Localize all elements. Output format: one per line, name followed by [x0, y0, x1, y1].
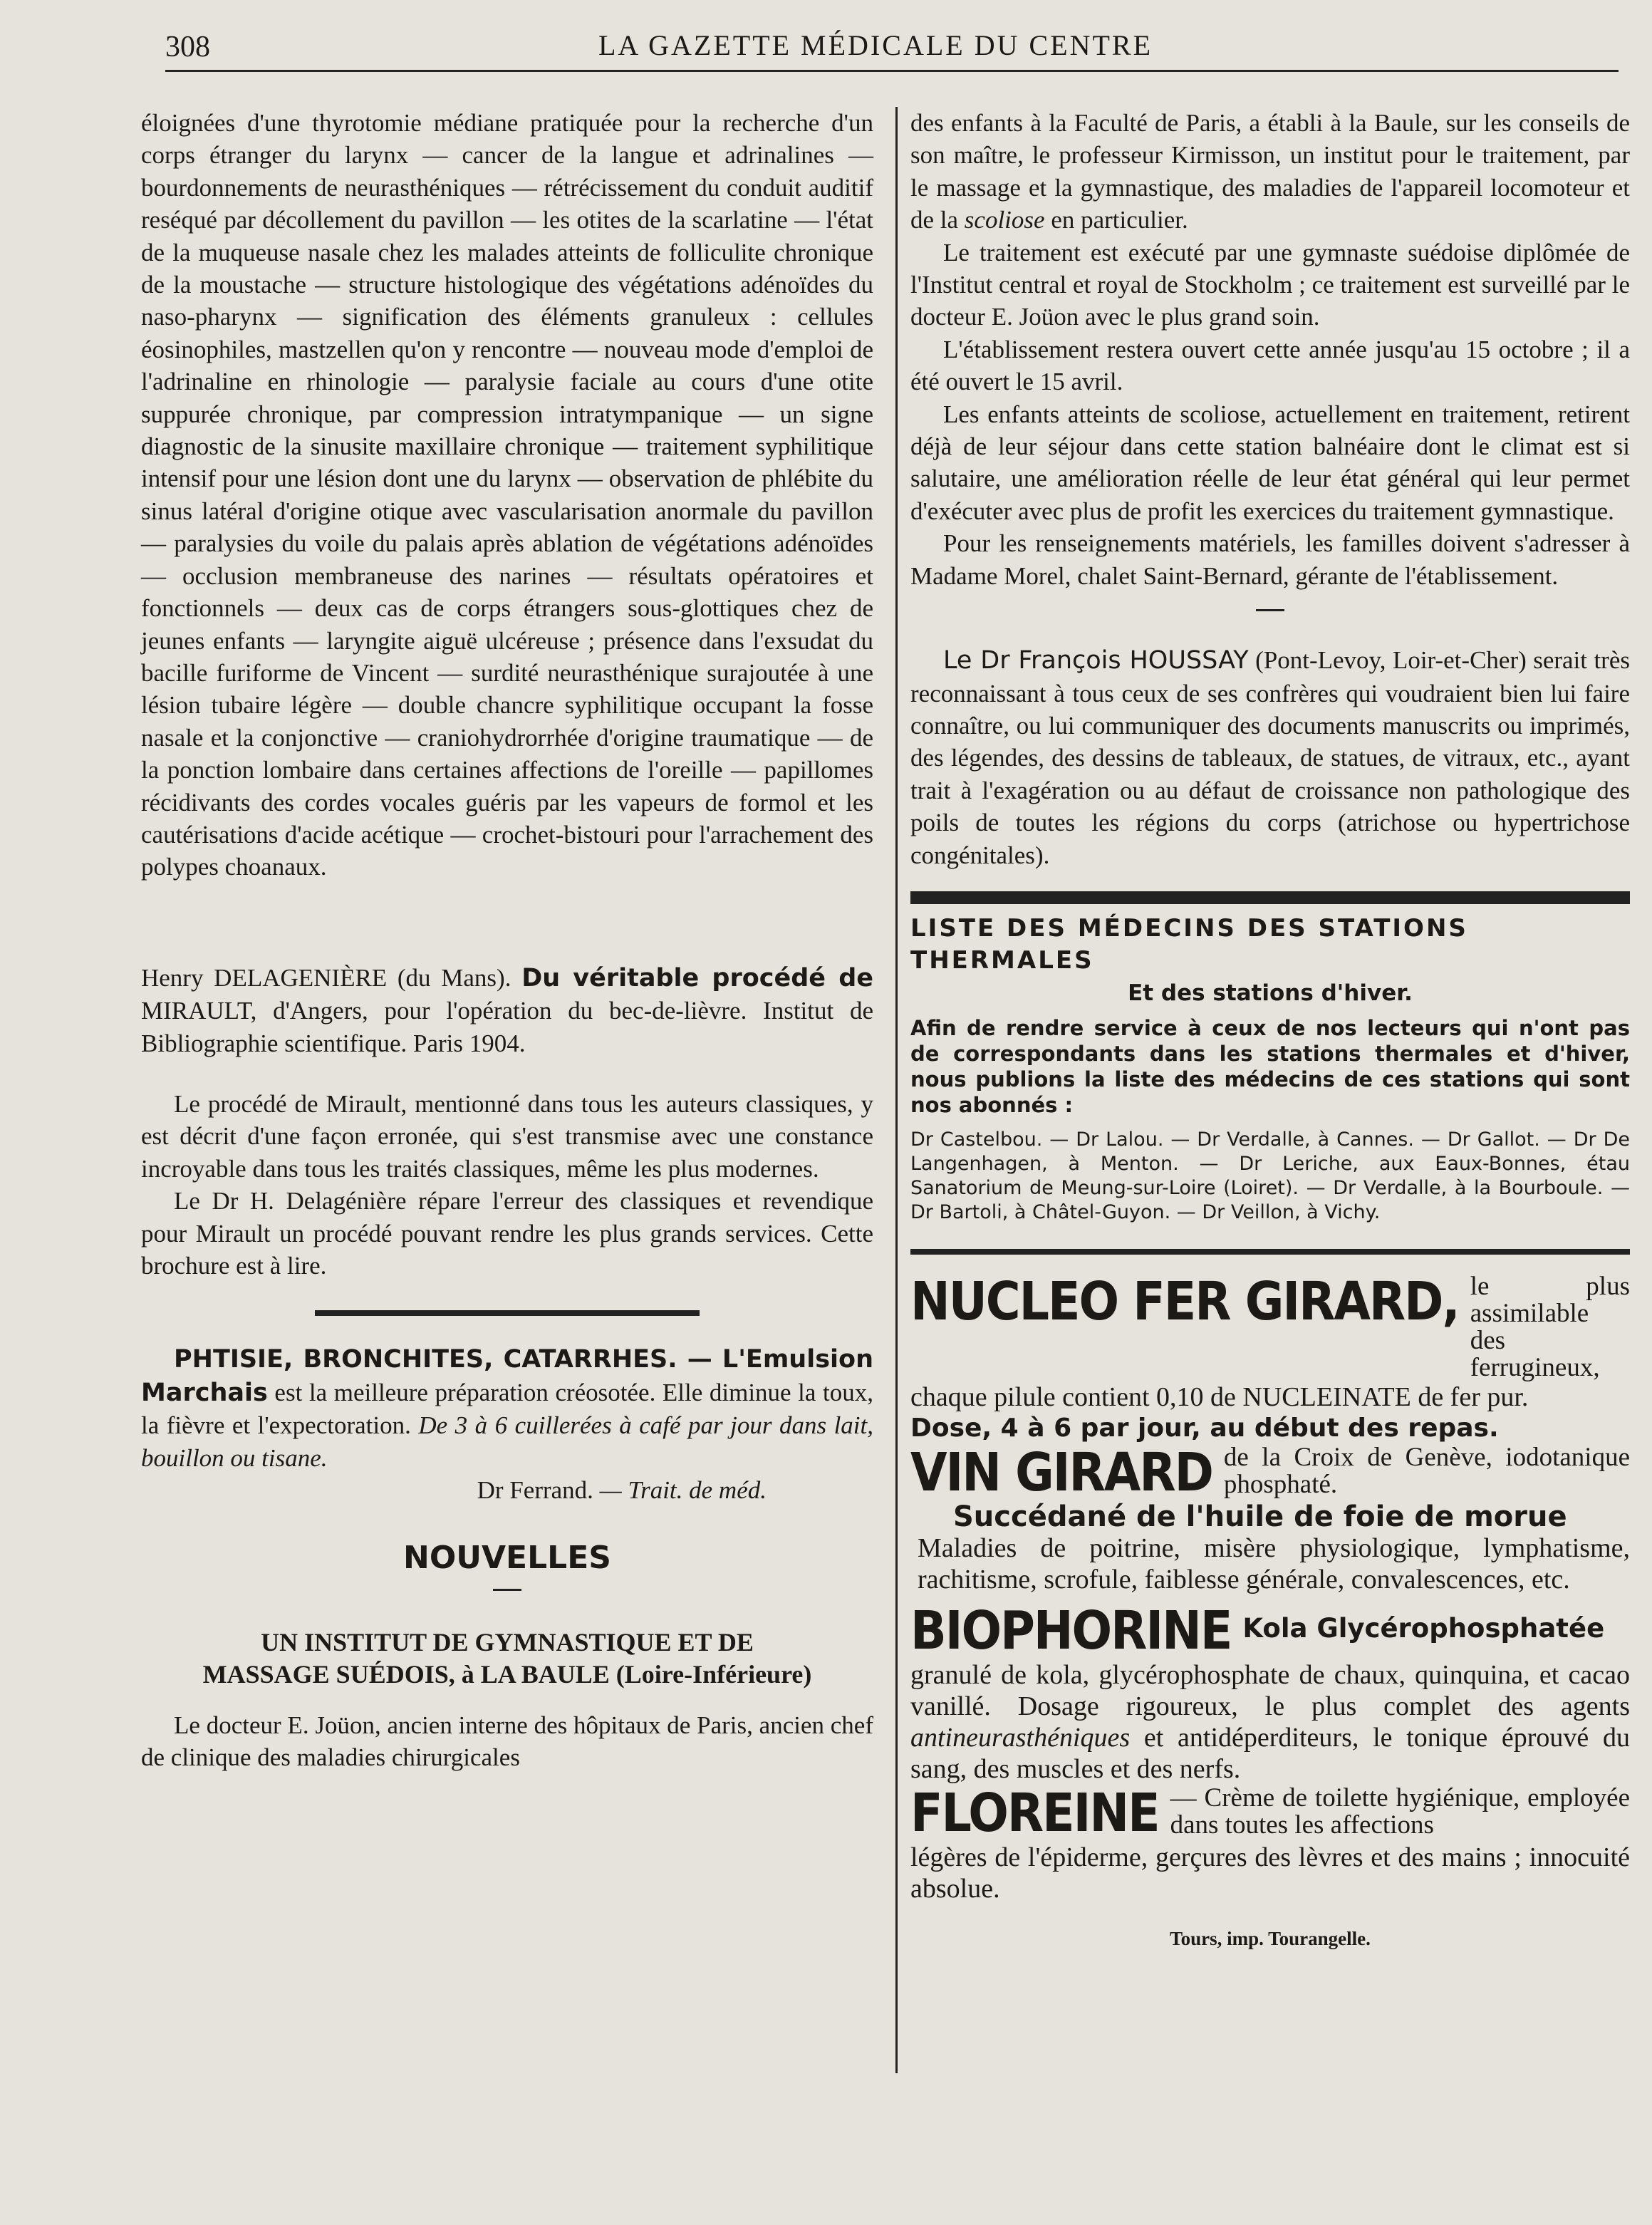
institute-title-line-2: MASSAGE SUÉDOIS, à LA BAULE (Loire-Inférieure) [202, 1659, 812, 1689]
thick-rule [910, 891, 1630, 904]
nucleo-dose: Dose, 4 à 6 par jour, au début des repas. [910, 1414, 1499, 1443]
signature-name: Dr Ferrand. [477, 1476, 593, 1505]
bio-text [910, 1659, 1630, 1785]
review-rest: MIRAULT, d'Angers, pour l'opération du bec-de-lièvre. Institut de Bibliographie scientifique. Paris 1904. [141, 997, 873, 1057]
imprint: Tours, imp. Tourangelle. [1170, 1928, 1371, 1950]
section-rule [315, 1310, 700, 1316]
review-paragraph-1: Le procédé de Mirault, mentionné dans tous les auteurs classiques, y est décrit d'une façon erronée, qui s'est transmise avec une constance incroyable dans tous les traités classiques, même les plus modernes. [141, 1089, 873, 1183]
nucleo-ad-header [910, 1273, 1630, 1381]
header-rule [165, 70, 1619, 72]
phtisie-notice [141, 1343, 873, 1474]
spacer [141, 883, 873, 962]
nouvelles-heading: NOUVELLES [403, 1540, 611, 1577]
review-paragraph-2: Le Dr H. Delagénière répare l'erreur des classiques et revendique pour Mirault un procédé pouvant rendre les plus grands services. Cette brochure est à lire. [141, 1187, 873, 1280]
vin-text: Maladies de poitrine, misère physiologique, lymphatisme, rachitisme, scrofule, faiblesse générale, convalescences, etc. [918, 1533, 1630, 1595]
institute-title [141, 1627, 873, 1691]
review-title: Du véritable procédé de [521, 963, 873, 992]
bio-ad-header [910, 1600, 1630, 1662]
bio-side: Kola Glycérophosphatée [1242, 1613, 1605, 1644]
vin-sub: Succédané de l'huile de foie de morue [953, 1500, 1567, 1534]
review-author: Henry DELAGENIÈRE (du Mans). [141, 963, 511, 992]
para1-text: des enfants à la Faculté de Paris, a établi à la Baule, sur les conseils de son maître, le professeur Kirmisson, un institut pour le traitement, par le massage et la gymnastique, des maladies de l'appareil locomoteur et de la [910, 109, 1630, 234]
right-column [910, 107, 1630, 1956]
liste-subheading: Et des stations d'hiver. [1128, 980, 1413, 1006]
page-number: 308 [165, 31, 210, 63]
review-citation [141, 962, 873, 1059]
continuation-text: éloignées d'une thyrotomie médiane pratiquée pour la recherche d'un corps étranger du larynx — cancer de la langue et adrinalines — bourdonnements de neurasthéniques — rétrécissement du conduit auditif reséqué par décollement du pavillon — les otites de la scarlatine — l'état de la muqueuse nasale chez les malades atteints de folliculite chronique de la moustache — structure histologique des végétations adénoïdes du naso-pharynx — signification des éléments granuleux : cellules éosinophiles, mastzellen qu'on y rencontre — nouveau mode d'emploi de l'adrinaline en rhinologie — paralysie faciale au cours d'une otite suppurée chronique, par compression intratympanique — un signe diagnostic de la sinusite maxillaire chronique — traitement syphilitique intensif pour une lésion dont une du larynx — observation de phlébite du sinus latéral d'origine otique avec vascularisation anormale du pavillon — paralysies du voile du palais après ablation de végétations adénoïdes — occlusion membraneuse des narines — résultats opératoires et fonctionnels — deux cas de corps étrangers sous-glottiques chez de jeunes enfants — laryngite aiguë ulcéreuse ; présence dans l'exsudat du bacille furiforme de Vincent — surdité neurasthénique surajoutée à une lésion tubaire légère — double chancre syphilitique occupant la fosse nasale et la conjonctive — craniohydrorrhée d'origine traumatique — de la ponction lombaire dans certaines affections de l'oreille — papillomes récidivants des cordes vocales guéris par les vapeurs de formol et les cautérisations d'acide acétique — crochet-bistouri pour l'arrachement des polypes choanaux. [141, 109, 873, 881]
flor-text: légères de l'épiderme, gerçures des lèvres et des mains ; innocuité absolue. [910, 1842, 1630, 1904]
signature-work: — Trait. de méd. [599, 1476, 767, 1505]
phtisie-text: est la meilleure préparation créosotée. Elle diminue la toux, la fièvre et l'expectoration. [141, 1378, 873, 1440]
nucleo-name: NUCLEO FER GIRARD, [910, 1271, 1459, 1333]
vin-name: VIN GIRARD [910, 1442, 1212, 1504]
column-divider [895, 107, 898, 2073]
left-column [141, 107, 873, 1774]
bio-name: BIOPHORINE [910, 1600, 1232, 1662]
liste-heading: LISTE DES MÉDECINS DES STATIONS THERMALES [910, 913, 1468, 975]
bio-text-italic: antineurasthéniques [910, 1723, 1131, 1753]
liste-body: Afin de rendre service à ceux de nos lecteurs qui n'ont pas de correspondants dans les stations thermales et d'hiver, nous publions la liste des médecins de ces stations qui sont nos abonnés : [910, 1016, 1630, 1118]
liste-names: Dr Castelbou. — Dr Lalou. — Dr Verdalle, à Cannes. — Dr Gallot. — Dr De Langenhagen, à Menton. — Dr Leriche, aux Eaux-Bonnes, étau Sanatorium de Meung-sur-Loire (Loiret). — Dr Verdalle, à la Bourboule. — Dr Bartoli, à Châtel-Guyon. — Dr Veillon, à Vichy. [910, 1129, 1630, 1224]
spacer [141, 1059, 873, 1088]
section-rule [493, 1589, 521, 1591]
vin-ad-header [910, 1442, 1630, 1504]
houssay-notice [910, 644, 1630, 871]
institute-paragraph-1 [910, 107, 1630, 237]
ads-rule [910, 1249, 1630, 1255]
flor-ad-header [910, 1783, 1630, 1845]
institute-title-line-1: UN INSTITUT DE GYMNASTIQUE ET DE [261, 1627, 754, 1656]
flor-name: FLOREINE [910, 1783, 1159, 1845]
nucleo-side: le plus assimilable des ferrugineux, [1470, 1272, 1630, 1383]
flor-side: — Crème de toilette hygiénique, employée dans toutes les affections [1170, 1783, 1630, 1840]
bio-text-b: et antidéperditeurs, le tonique éprouvé du sang, des muscles et des nerfs. [910, 1723, 1630, 1785]
bio-text-a: granulé de kola, glycérophosphate de chaux, quinquina, et cacao vanillé. Dosage rigoureux, le plus complet des agents [910, 1660, 1630, 1722]
houssay-text: (Pont-Levoy, Loir-et-Cher) serait très reconnaissant à tous ceux de ses confrères qui voudraient bien lui faire connaître, ou lui communiquer des documents manuscrits ou imprimés, des légendes, des dessins de tableaux, de statues, de vitraux, etc., ayant trait à l'exagération ou au défaut de croissance non pathologique des poils de toutes les régions du corps (atrichose ou hypertrichose congénitales). [910, 646, 1630, 869]
phtisie-heading: PHTISIE, BRONCHITES, CATARRHES. — L'Emulsion Marchais [141, 1345, 873, 1407]
para1-italic: scoliose [964, 206, 1045, 234]
nucleo-text: chaque pilule contient 0,10 de NUCLEINATE de fer pur. [910, 1382, 1529, 1413]
phtisie-dosage: De 3 à 6 cuillerées à café par jour dans lait, bouillon ou tisane. [141, 1411, 873, 1472]
section-rule [1256, 609, 1284, 611]
para1-end: en particulier. [1051, 206, 1188, 234]
institute-paragraph-3: L'établissement restera ouvert cette année jusqu'au 15 octobre ; il a été ouvert le 15 avril. [910, 335, 1630, 396]
houssay-name: Le Dr François HOUSSAY [943, 646, 1249, 675]
running-title: LA GAZETTE MÉDICALE DU CENTRE [598, 29, 1153, 61]
institute-paragraph-4: Les enfants atteints de scoliose, actuellement en traitement, retirent déjà de leur séjour dans cette station balnéaire dont le climat est si salutaire, une amélioration réelle de leur état général qui leur permet d'exécuter avec plus de profit les exercices du traitement gymnastique. [910, 400, 1630, 525]
vin-side: de la Croix de Genève, iodotanique phosphaté. [1223, 1443, 1630, 1500]
institute-paragraph-5: Pour les renseignements matériels, les familles doivent s'adresser à Madame Morel, chalet Saint-Bernard, gérante de l'établissement. [910, 529, 1630, 590]
institute-paragraph-start: Le docteur E. Joüon, ancien interne des hôpitaux de Paris, ancien chef de clinique des maladies chirurgicales [141, 1711, 873, 1772]
phtisie-signature [141, 1474, 873, 1506]
advertisements [910, 1273, 1630, 1904]
institute-paragraph-2: Le traitement est exécuté par une gymnaste suédoise diplômée de l'Institut central et royal de Stockholm ; ce traitement est surveillé par le docteur E. Joüon avec le plus grand soin. [910, 238, 1630, 331]
